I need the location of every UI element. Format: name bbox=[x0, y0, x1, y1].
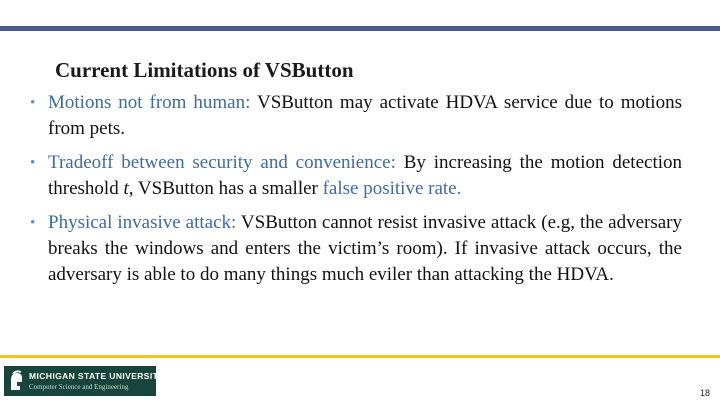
bullet-heading: Physical invasive attack: bbox=[48, 212, 237, 233]
bullet-heading: Motions not from human: bbox=[48, 92, 251, 113]
bullet-item-invasive bbox=[26, 210, 682, 288]
top-accent-bar bbox=[0, 26, 720, 31]
logo-department: Computer Science and Engineering bbox=[29, 383, 129, 391]
msu-logo bbox=[4, 366, 165, 396]
bullet-item-tradeoff bbox=[26, 150, 682, 202]
logo-university-name: MICHIGAN STATE UNIVERSITY bbox=[29, 371, 165, 381]
bullet-icon: • bbox=[30, 215, 36, 231]
bullet-item-motions bbox=[26, 90, 682, 142]
page-number: 18 bbox=[699, 388, 710, 398]
bullet-text: VSButton cannot resist invasive attack (e.g, the adversary breaks the windows and enters the victim’s room). If invasive attack occurs, the adversary is able to do many things much eviler than attacking the HDVA. bbox=[48, 212, 683, 285]
spartan-helmet-icon bbox=[8, 369, 24, 393]
bullet-heading: Tradeoff between security and convenience: bbox=[48, 152, 396, 173]
bullet-icon: • bbox=[30, 155, 36, 171]
bullet-text: By increasing the motion detection threshold bbox=[48, 152, 683, 199]
false-positive-emphasis: false positive rate. bbox=[322, 178, 462, 199]
slide-title: Current Limitations of VSButton bbox=[55, 58, 354, 82]
footer-divider bbox=[0, 355, 720, 358]
bullet-icon: • bbox=[30, 95, 36, 111]
threshold-variable: t bbox=[123, 178, 129, 199]
bullet-text: , VSButton has a smaller bbox=[128, 178, 323, 199]
bullet-text: VSButton may activate HDVA service due to motions from pets. bbox=[48, 92, 682, 139]
bullet-list bbox=[26, 90, 682, 296]
